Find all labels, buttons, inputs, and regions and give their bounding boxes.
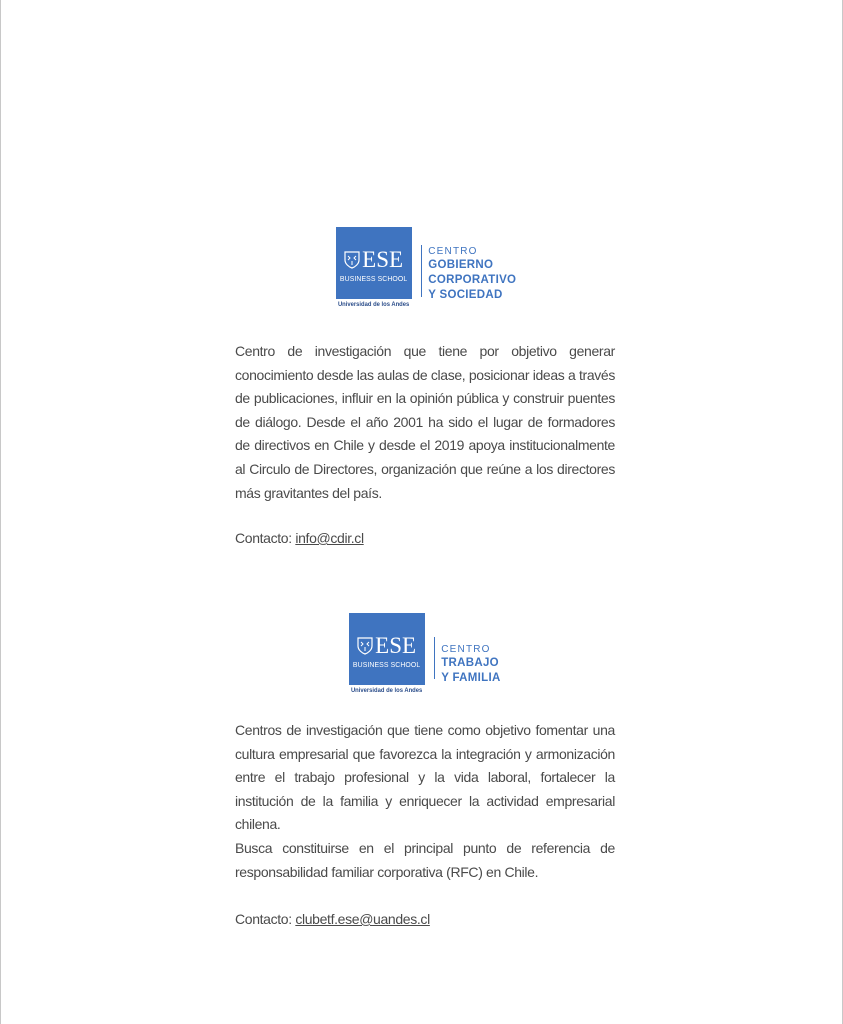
description-paragraph: Busca constituirse en el principal punto de referencia de responsabilidad familiar corporativa (RFC) en Chile. (235, 839, 615, 880)
logo-subtitle: BUSINESS SCHOOL (352, 660, 421, 669)
cgcs-description (235, 340, 615, 505)
logo-subtitle: BUSINESS SCHOOL (339, 274, 408, 283)
contact-email-link[interactable]: info@cdir.cl (295, 530, 364, 546)
contact-label: Contacto: (235, 530, 292, 546)
logo-brand: ESE (362, 247, 404, 272)
ese-ctf-logo (347, 613, 501, 694)
logo-university: Universidad de los Andes (337, 301, 410, 308)
logo-center-line: Y SOCIEDAD (428, 289, 503, 301)
logo-center-line: Y FAMILIA (441, 672, 501, 684)
ese-cgcs-logo (334, 227, 516, 308)
logo-center-label: CENTRO (428, 246, 478, 257)
logo-divider (421, 245, 422, 297)
logo-center-line: CORPORATIVO (428, 274, 517, 286)
ctf-description (235, 719, 615, 884)
ese-logo-box (349, 613, 425, 685)
logo-center-line: TRABAJO (441, 657, 499, 669)
logo-center-label: CENTRO (441, 644, 491, 655)
ctf-contact (235, 909, 430, 929)
shield-icon (357, 637, 373, 655)
description-paragraph: Centros de investigación que tiene como objetivo fomentar una cultura empresarial que favorezca la integración y armonización entre el trabajo profesional y la vida laboral, fortalecer la institución de la familia y enriquecer la actividad empresarial chilena. (235, 722, 615, 833)
logo-center-name (441, 643, 500, 686)
logo-divider (434, 637, 435, 679)
contact-label: Contacto: (235, 911, 292, 927)
logo-university: Universidad de los Andes (350, 687, 423, 694)
ese-logo-mark (334, 227, 413, 308)
shield-icon (344, 251, 360, 269)
description-paragraph: Centro de investigación que tiene por objetivo generar conocimiento desde las aulas de clase, posicionar ideas a través de publicaciones, influir en la opinión pública y construir puentes de diálogo. Desde el año 2001 ha sido el lugar de formadores de directivos en Chile y desde el 2019 apoya institucionalmente al Circulo de Directores, organización que reúne a los directores más gravitantes del país. (235, 343, 615, 501)
logo-center-line: GOBIERNO (428, 259, 494, 271)
ese-logo-box (336, 227, 412, 299)
ese-logo-mark (347, 613, 426, 694)
cgcs-contact (235, 528, 364, 548)
logo-brand: ESE (375, 633, 417, 658)
logo-center-name (428, 245, 516, 303)
contact-email-link[interactable]: clubetf.ese@uandes.cl (295, 911, 430, 927)
